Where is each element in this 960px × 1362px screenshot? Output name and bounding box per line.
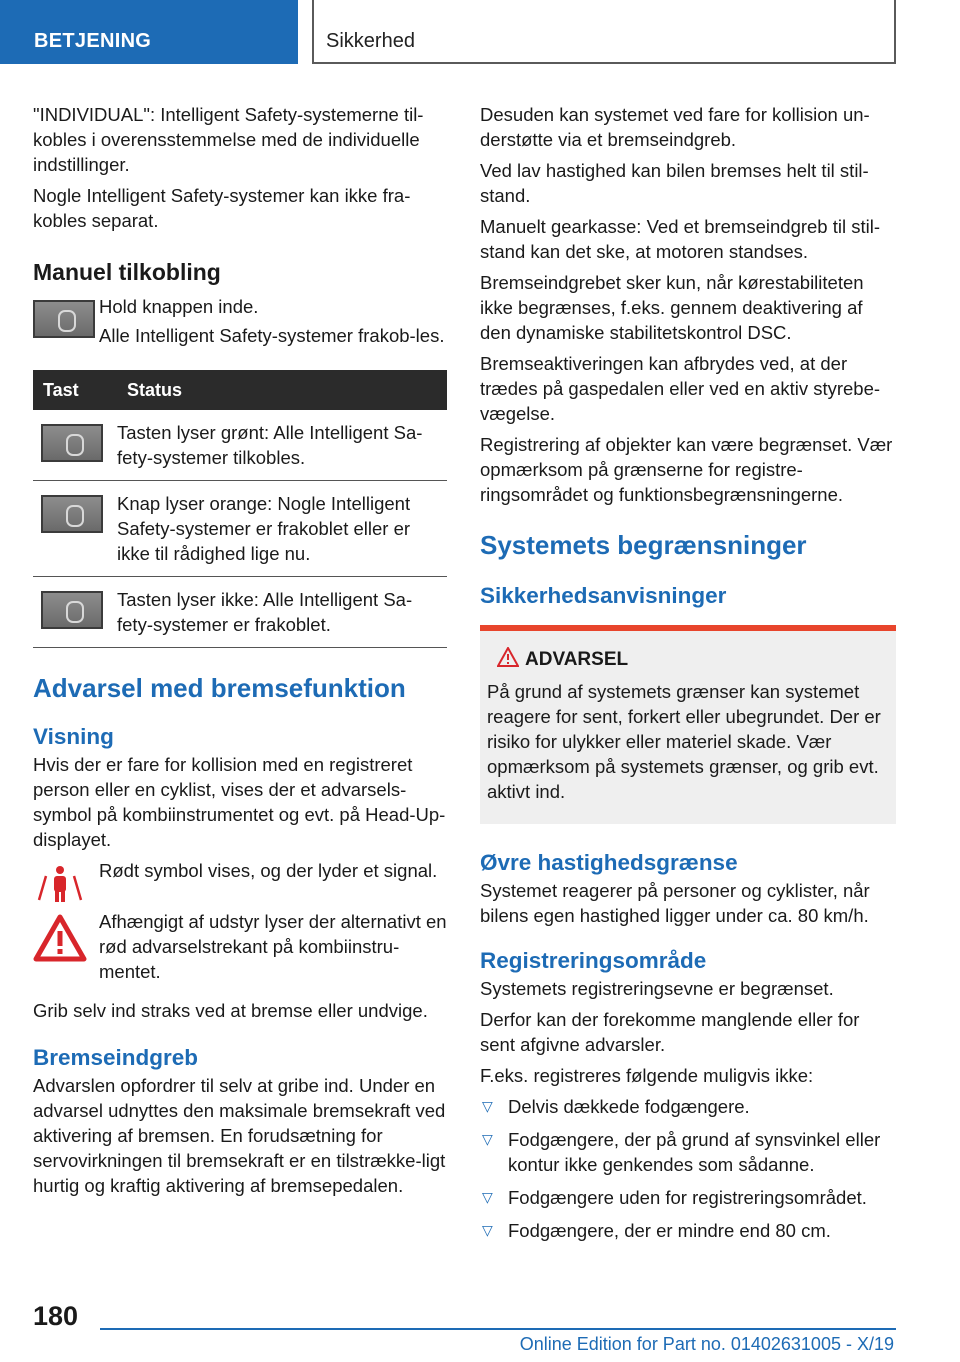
safety-button-icon bbox=[33, 300, 95, 338]
triangle-bullet-icon: ▽ bbox=[482, 1189, 493, 1205]
red-symbol-text: Rødt symbol vises, og der lyder et signal. bbox=[99, 860, 438, 881]
paragraph: Desuden kan systemet ved fare for kollision un-derstøtte via et bremseindgreb. bbox=[480, 104, 870, 150]
table-row bbox=[33, 481, 447, 577]
warning-title-text: ADVARSEL bbox=[525, 649, 629, 670]
list-item: ▽ Fodgængere uden for registreringsområdet. bbox=[482, 1187, 867, 1208]
heading-manual: Manuel tilkobling bbox=[33, 259, 221, 285]
status-table bbox=[33, 370, 447, 648]
limitations-list bbox=[480, 1094, 896, 1243]
right-column bbox=[480, 102, 896, 1251]
list-item: ▽ Fodgængere, der er mindre end 80 cm. bbox=[482, 1220, 831, 1241]
paragraph: Registrering af objekter kan være begrænset. Vær opmærksom på grænserne for registre-ringsområdet og funktionsbegrænsningerne. bbox=[480, 434, 893, 505]
status-cell: Tasten lyser ikke: Alle Intelligent Sa-fety-systemer er frakoblet. bbox=[117, 577, 447, 648]
section-title: Sikkerhed bbox=[312, 0, 896, 64]
footer-edition: Online Edition for Part no. 01402631005 - X/19 bbox=[519, 1334, 894, 1354]
display-text: Hvis der er fare for kollision med en registreret person eller en cyklist, vises der et advarsels-symbol på kombiinstrumentet og evt. på Head-Up-displayet. bbox=[33, 754, 446, 850]
warning-triangle-icon bbox=[33, 913, 87, 963]
heading-area: Registreringsområde bbox=[480, 948, 707, 973]
action-text: Grib selv ind straks ved at bremse eller undvige. bbox=[33, 1000, 428, 1021]
table-row bbox=[33, 410, 447, 481]
triangle-bullet-icon: ▽ bbox=[482, 1131, 493, 1147]
left-column bbox=[33, 102, 449, 1204]
heading-warning: Advarsel med bremsefunktion bbox=[33, 673, 406, 703]
col-header-key: Tast bbox=[33, 370, 117, 410]
chapter-tab: BETJENING bbox=[0, 0, 298, 64]
red-symbol-row bbox=[33, 858, 449, 883]
status-cell: Tasten lyser grønt: Alle Intelligent Sa-fety-systemer tilkobles. bbox=[117, 410, 447, 481]
area-text: F.eks. registreres følgende muligvis ikke: bbox=[480, 1065, 814, 1086]
paragraph: Ved lav hastighed kan bilen bremses helt til stil-stand. bbox=[480, 160, 869, 206]
warning-triangle-icon bbox=[497, 647, 519, 667]
button-off-icon bbox=[41, 591, 103, 629]
footer-rule bbox=[100, 1328, 896, 1330]
heading-speed: Øvre hastighedsgrænse bbox=[480, 850, 738, 875]
paragraph: Bremseaktiveringen kan afbrydes ved, at der trædes på gaspedalen eller ved en aktiv styrebe-vægelse. bbox=[480, 353, 881, 424]
heading-display: Visning bbox=[33, 724, 114, 749]
triangle-row bbox=[33, 909, 449, 984]
speed-text: Systemet reagerer på personer og cyklister, når bilens egen hastighed ligger under ca. 80 km/h. bbox=[480, 880, 870, 926]
paragraph: Bremseindgrebet sker kun, når kørestabiliteten ikke begrænses, f.eks. gennem deaktivering af den dynamiske stabilitetskontrol DSC. bbox=[480, 272, 864, 343]
list-item: ▽ Delvis dækkede fodgængere. bbox=[482, 1096, 750, 1117]
equipment-text: Afhængigt af udstyr lyser der alternativt en rød advarselstrekant på kombiinstru-mentet. bbox=[99, 911, 447, 982]
paragraph: Manuelt gearkasse: Ved et bremseindgreb til stil-stand kan det ske, at motoren standses. bbox=[480, 216, 881, 262]
button-green-icon bbox=[41, 424, 103, 462]
manual-instruction bbox=[33, 294, 449, 319]
brake-text: Advarslen opfordrer til selv at gribe ind. Under en advarsel udnyttes den maksimale bremsekraft ved aktivering af bremsen. En forudsætning for servovirkningen til bremsekraft er en tilstrække-ligt hurtig og kraftig aktivering af bremsepedalen. bbox=[33, 1075, 446, 1196]
heading-limits: Systemets begrænsninger bbox=[480, 530, 807, 560]
triangle-bullet-icon: ▽ bbox=[482, 1098, 493, 1114]
area-text: Systemets registreringsevne er begrænset. bbox=[480, 978, 834, 999]
list-item: ▽ Fodgængere, der på grund af synsvinkel eller kontur ikke genkendes som sådanne. bbox=[482, 1129, 881, 1175]
area-text: Derfor kan der forekomme manglende eller for sent afgivne advarsler. bbox=[480, 1009, 860, 1055]
heading-brake: Bremseindgreb bbox=[33, 1045, 199, 1070]
manual-step: Hold knappen inde. bbox=[99, 296, 259, 317]
heading-safety: Sikkerhedsanvisninger bbox=[480, 583, 727, 608]
page-number: 180 bbox=[33, 1301, 79, 1331]
table-row bbox=[33, 577, 447, 648]
warning-text: På grund af systemets grænser kan systemet reagere for sent, forkert eller ubegrundet. Der er risiko for ulykker eller materiel skade. Vær opmærksom på systemets grænser, og grib evt. aktivt ind. bbox=[487, 681, 881, 802]
manual-result: Alle Intelligent Safety-systemer frakob-les. bbox=[99, 325, 445, 346]
pedestrian-warning-icon bbox=[33, 862, 87, 906]
intro-paragraph-2: Nogle Intelligent Safety-systemer kan ikke fra-kobles separat. bbox=[33, 185, 411, 231]
button-orange-icon bbox=[41, 495, 103, 533]
intro-paragraph: "INDIVIDUAL": Intelligent Safety-systemerne til-kobles i overensstemmelse med de individuelle indstillinger. bbox=[33, 104, 424, 175]
triangle-bullet-icon: ▽ bbox=[482, 1222, 493, 1238]
status-cell: Knap lyser orange: Nogle Intelligent Safety-systemer er frakoblet eller er ikke til rådighed lige nu. bbox=[117, 481, 447, 577]
warning-title bbox=[487, 649, 888, 671]
warning-box bbox=[480, 625, 896, 824]
col-header-status: Status bbox=[117, 370, 447, 410]
